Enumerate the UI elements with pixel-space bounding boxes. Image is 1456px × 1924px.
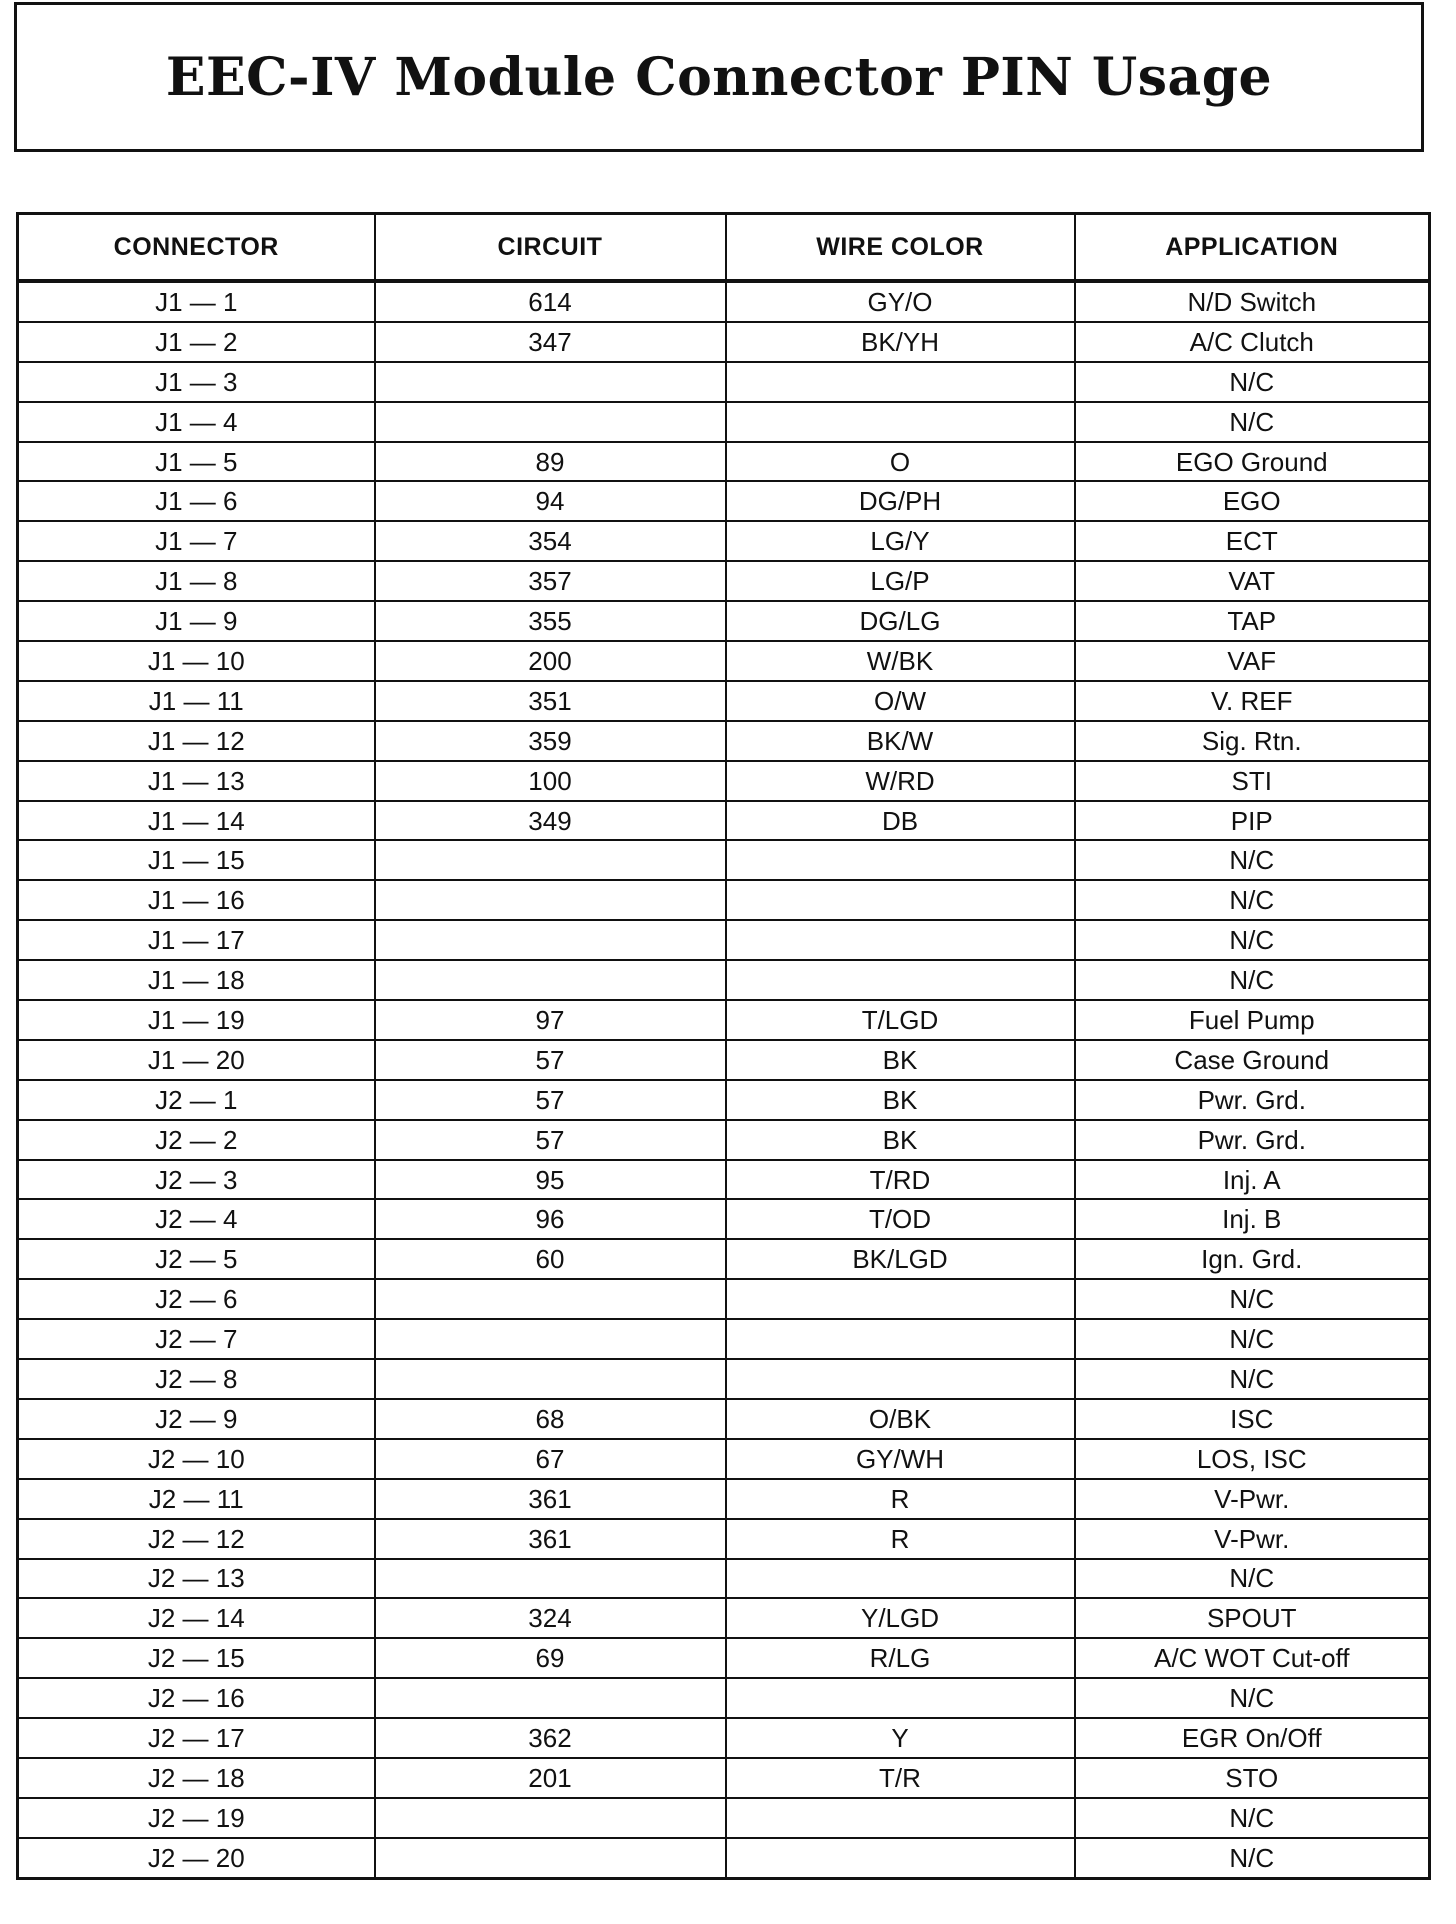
table-row — [18, 1678, 1430, 1718]
cell-connector: J2 — 20 — [18, 1838, 375, 1878]
cell-connector: J1 — 19 — [18, 1000, 375, 1040]
cell-connector: J1 — 2 — [18, 322, 375, 362]
table-row — [18, 880, 1430, 920]
cell-circuit: 100 — [375, 761, 726, 801]
cell-application: N/C — [1075, 1798, 1430, 1838]
cell-application: N/C — [1075, 1279, 1430, 1319]
cell-wire-color: BK — [726, 1080, 1075, 1120]
cell-circuit — [375, 1359, 726, 1399]
cell-application: Inj. B — [1075, 1199, 1430, 1239]
cell-wire-color: LG/Y — [726, 521, 1075, 561]
cell-wire-color: R/LG — [726, 1638, 1075, 1678]
cell-wire-color: BK — [726, 1120, 1075, 1160]
cell-connector: J2 — 7 — [18, 1319, 375, 1359]
cell-connector: J1 — 8 — [18, 561, 375, 601]
table-row — [18, 1598, 1430, 1638]
cell-application: N/C — [1075, 1319, 1430, 1359]
table-row — [18, 481, 1430, 521]
cell-circuit: 200 — [375, 641, 726, 681]
cell-connector: J1 — 5 — [18, 442, 375, 482]
cell-application: N/C — [1075, 1678, 1430, 1718]
cell-application: N/C — [1075, 920, 1430, 960]
cell-wire-color — [726, 362, 1075, 402]
cell-application: Pwr. Grd. — [1075, 1080, 1430, 1120]
cell-circuit: 355 — [375, 601, 726, 641]
table-row — [18, 920, 1430, 960]
cell-wire-color: W/BK — [726, 641, 1075, 681]
cell-connector: J2 — 6 — [18, 1279, 375, 1319]
cell-circuit — [375, 880, 726, 920]
cell-wire-color: BK/YH — [726, 322, 1075, 362]
cell-wire-color: DG/LG — [726, 601, 1075, 641]
cell-wire-color: Y/LGD — [726, 1598, 1075, 1638]
cell-circuit: 57 — [375, 1040, 726, 1080]
table-row — [18, 1199, 1430, 1239]
cell-wire-color: O/BK — [726, 1399, 1075, 1439]
table-row — [18, 322, 1430, 362]
cell-circuit: 201 — [375, 1758, 726, 1798]
cell-wire-color: Y — [726, 1718, 1075, 1758]
cell-wire-color: O/W — [726, 681, 1075, 721]
cell-wire-color — [726, 1279, 1075, 1319]
cell-application: PIP — [1075, 801, 1430, 841]
cell-circuit: 57 — [375, 1080, 726, 1120]
cell-wire-color: T/R — [726, 1758, 1075, 1798]
cell-circuit: 362 — [375, 1718, 726, 1758]
cell-application: V-Pwr. — [1075, 1479, 1430, 1519]
table-row — [18, 960, 1430, 1000]
cell-connector: J1 — 4 — [18, 402, 375, 442]
cell-circuit — [375, 1678, 726, 1718]
cell-connector: J1 — 17 — [18, 920, 375, 960]
cell-application: N/C — [1075, 1838, 1430, 1878]
cell-connector: J1 — 7 — [18, 521, 375, 561]
cell-application: TAP — [1075, 601, 1430, 641]
table-row — [18, 1040, 1430, 1080]
cell-application: Sig. Rtn. — [1075, 721, 1430, 761]
cell-wire-color: GY/WH — [726, 1439, 1075, 1479]
table-row — [18, 1519, 1430, 1559]
cell-connector: J2 — 1 — [18, 1080, 375, 1120]
cell-connector: J2 — 15 — [18, 1638, 375, 1678]
cell-connector: J2 — 16 — [18, 1678, 375, 1718]
cell-connector: J1 — 10 — [18, 641, 375, 681]
table-row — [18, 521, 1430, 561]
cell-application: ISC — [1075, 1399, 1430, 1439]
cell-wire-color: T/OD — [726, 1199, 1075, 1239]
cell-application: Case Ground — [1075, 1040, 1430, 1080]
cell-wire-color — [726, 960, 1075, 1000]
cell-connector: J1 — 11 — [18, 681, 375, 721]
cell-connector: J2 — 5 — [18, 1239, 375, 1279]
cell-connector: J1 — 12 — [18, 721, 375, 761]
cell-connector: J2 — 13 — [18, 1559, 375, 1599]
cell-circuit: 60 — [375, 1239, 726, 1279]
table-row — [18, 1120, 1430, 1160]
cell-circuit — [375, 362, 726, 402]
cell-wire-color — [726, 840, 1075, 880]
cell-circuit: 351 — [375, 681, 726, 721]
cell-application: Fuel Pump — [1075, 1000, 1430, 1040]
cell-wire-color — [726, 880, 1075, 920]
table-row — [18, 442, 1430, 482]
table-row — [18, 1798, 1430, 1838]
table-row — [18, 681, 1430, 721]
cell-circuit — [375, 402, 726, 442]
cell-wire-color — [726, 920, 1075, 960]
cell-connector: J1 — 6 — [18, 481, 375, 521]
cell-connector: J2 — 12 — [18, 1519, 375, 1559]
table-row — [18, 1399, 1430, 1439]
header-circuit: CIRCUIT — [375, 214, 726, 282]
cell-circuit: 95 — [375, 1160, 726, 1200]
cell-application: N/C — [1075, 402, 1430, 442]
table-row — [18, 1359, 1430, 1399]
cell-application: Inj. A — [1075, 1160, 1430, 1200]
cell-wire-color: O — [726, 442, 1075, 482]
cell-circuit: 324 — [375, 1598, 726, 1638]
table-row — [18, 1239, 1430, 1279]
cell-application: EGO Ground — [1075, 442, 1430, 482]
table-row — [18, 1080, 1430, 1120]
cell-circuit: 94 — [375, 481, 726, 521]
cell-connector: J2 — 17 — [18, 1718, 375, 1758]
cell-circuit — [375, 1838, 726, 1878]
cell-wire-color — [726, 1559, 1075, 1599]
cell-circuit: 361 — [375, 1479, 726, 1519]
cell-wire-color — [726, 1319, 1075, 1359]
cell-application: A/C WOT Cut-off — [1075, 1638, 1430, 1678]
cell-application: Pwr. Grd. — [1075, 1120, 1430, 1160]
cell-application: SPOUT — [1075, 1598, 1430, 1638]
cell-circuit: 67 — [375, 1439, 726, 1479]
cell-wire-color: GY/O — [726, 281, 1075, 322]
cell-wire-color: BK — [726, 1040, 1075, 1080]
table-row — [18, 1479, 1430, 1519]
cell-wire-color: DG/PH — [726, 481, 1075, 521]
cell-connector: J1 — 9 — [18, 601, 375, 641]
cell-circuit: 97 — [375, 1000, 726, 1040]
cell-application: N/C — [1075, 840, 1430, 880]
cell-circuit — [375, 1279, 726, 1319]
cell-circuit: 69 — [375, 1638, 726, 1678]
table-header-row — [18, 214, 1430, 282]
cell-circuit — [375, 1798, 726, 1838]
cell-application: LOS, ISC — [1075, 1439, 1430, 1479]
cell-connector: J2 — 2 — [18, 1120, 375, 1160]
page-title: EEC-IV Module Connector PIN Usage — [165, 46, 1273, 108]
cell-application: N/C — [1075, 1559, 1430, 1599]
cell-circuit — [375, 840, 726, 880]
cell-circuit — [375, 1559, 726, 1599]
cell-application: Ign. Grd. — [1075, 1239, 1430, 1279]
table-row — [18, 761, 1430, 801]
cell-connector: J1 — 20 — [18, 1040, 375, 1080]
cell-application: VAT — [1075, 561, 1430, 601]
header-application: APPLICATION — [1075, 214, 1430, 282]
table-row — [18, 362, 1430, 402]
cell-circuit: 359 — [375, 721, 726, 761]
cell-application: STI — [1075, 761, 1430, 801]
cell-circuit: 89 — [375, 442, 726, 482]
cell-connector: J1 — 14 — [18, 801, 375, 841]
cell-application: A/C Clutch — [1075, 322, 1430, 362]
cell-circuit: 349 — [375, 801, 726, 841]
table-row — [18, 402, 1430, 442]
cell-wire-color — [726, 402, 1075, 442]
cell-connector: J2 — 11 — [18, 1479, 375, 1519]
cell-wire-color: R — [726, 1519, 1075, 1559]
cell-circuit: 614 — [375, 281, 726, 322]
cell-circuit: 347 — [375, 322, 726, 362]
cell-circuit: 57 — [375, 1120, 726, 1160]
table-row — [18, 721, 1430, 761]
table-row — [18, 1319, 1430, 1359]
cell-application: N/C — [1075, 362, 1430, 402]
cell-wire-color: W/RD — [726, 761, 1075, 801]
table-row — [18, 801, 1430, 841]
cell-connector: J1 — 1 — [18, 281, 375, 322]
pin-usage-table — [16, 212, 1431, 1880]
cell-application: N/C — [1075, 1359, 1430, 1399]
table-row — [18, 1838, 1430, 1878]
table-row — [18, 641, 1430, 681]
cell-application: N/D Switch — [1075, 281, 1430, 322]
cell-circuit — [375, 1319, 726, 1359]
table-row — [18, 1160, 1430, 1200]
cell-connector: J2 — 8 — [18, 1359, 375, 1399]
cell-connector: J2 — 19 — [18, 1798, 375, 1838]
table-row — [18, 1758, 1430, 1798]
header-wire-color: WIRE COLOR — [726, 214, 1075, 282]
cell-connector: J2 — 4 — [18, 1199, 375, 1239]
cell-application: STO — [1075, 1758, 1430, 1798]
cell-application: EGR On/Off — [1075, 1718, 1430, 1758]
cell-connector: J2 — 18 — [18, 1758, 375, 1798]
table-row — [18, 1000, 1430, 1040]
cell-application: N/C — [1075, 960, 1430, 1000]
table-row — [18, 1279, 1430, 1319]
cell-wire-color — [726, 1359, 1075, 1399]
cell-wire-color: R — [726, 1479, 1075, 1519]
cell-connector: J2 — 3 — [18, 1160, 375, 1200]
table-row — [18, 601, 1430, 641]
cell-circuit — [375, 960, 726, 1000]
table-row — [18, 840, 1430, 880]
table-row — [18, 1439, 1430, 1479]
cell-connector: J1 — 13 — [18, 761, 375, 801]
cell-connector: J1 — 15 — [18, 840, 375, 880]
table-row — [18, 1638, 1430, 1678]
table-row — [18, 1559, 1430, 1599]
cell-connector: J1 — 16 — [18, 880, 375, 920]
cell-connector: J2 — 10 — [18, 1439, 375, 1479]
table-row — [18, 561, 1430, 601]
title-box — [14, 2, 1424, 152]
cell-application: VAF — [1075, 641, 1430, 681]
cell-circuit: 96 — [375, 1199, 726, 1239]
cell-connector: J1 — 3 — [18, 362, 375, 402]
cell-wire-color: DB — [726, 801, 1075, 841]
cell-application: ECT — [1075, 521, 1430, 561]
cell-circuit: 361 — [375, 1519, 726, 1559]
cell-wire-color — [726, 1798, 1075, 1838]
cell-connector: J2 — 9 — [18, 1399, 375, 1439]
cell-wire-color: T/RD — [726, 1160, 1075, 1200]
cell-application: V-Pwr. — [1075, 1519, 1430, 1559]
cell-application: V. REF — [1075, 681, 1430, 721]
cell-circuit — [375, 920, 726, 960]
table-row — [18, 1718, 1430, 1758]
cell-circuit: 68 — [375, 1399, 726, 1439]
cell-connector: J1 — 18 — [18, 960, 375, 1000]
cell-wire-color: T/LGD — [726, 1000, 1075, 1040]
header-connector: CONNECTOR — [18, 214, 375, 282]
cell-circuit: 354 — [375, 521, 726, 561]
cell-wire-color: BK/W — [726, 721, 1075, 761]
table-body — [18, 281, 1430, 1878]
cell-application: N/C — [1075, 880, 1430, 920]
table-row — [18, 281, 1430, 322]
cell-application: EGO — [1075, 481, 1430, 521]
cell-wire-color: BK/LGD — [726, 1239, 1075, 1279]
cell-wire-color: LG/P — [726, 561, 1075, 601]
cell-connector: J2 — 14 — [18, 1598, 375, 1638]
cell-circuit: 357 — [375, 561, 726, 601]
cell-wire-color — [726, 1838, 1075, 1878]
cell-wire-color — [726, 1678, 1075, 1718]
